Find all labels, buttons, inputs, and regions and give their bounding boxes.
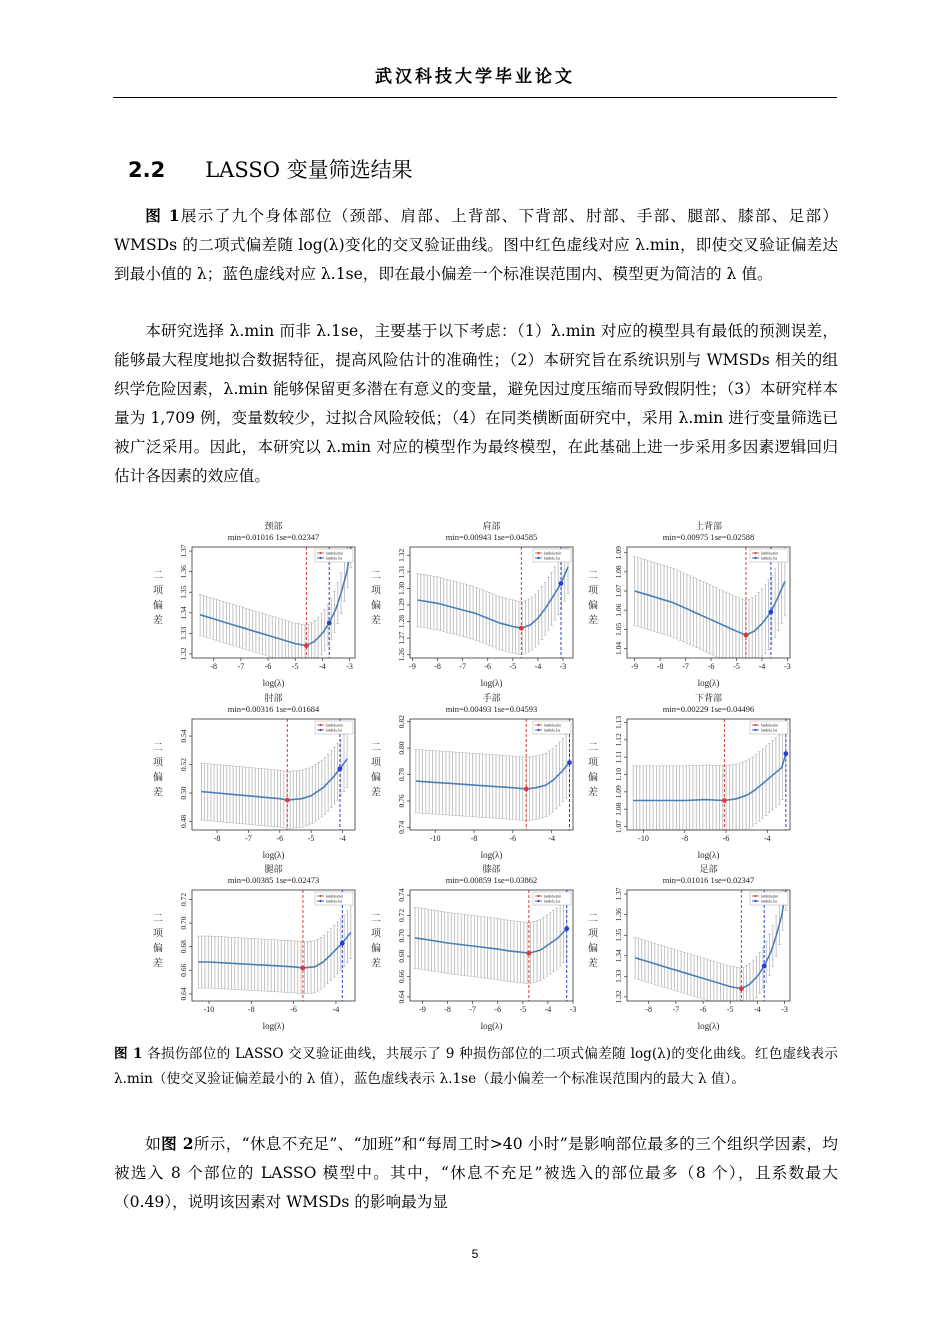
lambda-min-point (722, 798, 727, 803)
y-tick-label: 1.12 (614, 733, 623, 747)
chart-legend (315, 549, 353, 562)
y-tick-label: 1.09 (614, 546, 623, 560)
y-tick-label: 1.31 (397, 565, 406, 579)
y-tick-label: 1.26 (397, 648, 406, 662)
y-tick-label: 1.13 (614, 715, 623, 730)
cv-chart-svg (368, 692, 578, 862)
y-axis-label-char: 偏 (371, 943, 381, 955)
y-tick-label: 1.10 (614, 767, 623, 782)
x-tick-label: -8 (645, 1005, 653, 1014)
lambda-min-point (526, 951, 531, 956)
y-axis-label (153, 571, 164, 627)
y-tick-label: 0.66 (397, 969, 406, 984)
chart-title: 肘部 (264, 693, 283, 703)
paragraph-3 (114, 1129, 838, 1217)
chart-legend (315, 721, 353, 734)
y-tick-label: 1.32 (614, 990, 623, 1004)
y-axis-label-char: 项 (153, 585, 163, 597)
y-tick-label: 1.34 (179, 606, 188, 620)
x-tick-label: -8 (434, 662, 441, 671)
x-tick-label: -5 (519, 1005, 527, 1014)
lambda-1se-point (762, 964, 767, 969)
y-axis-label-char: 项 (371, 585, 381, 597)
legend-dot (754, 729, 756, 731)
legend-label: lambda.min (544, 723, 562, 728)
legend-label: lambda.1se (761, 556, 778, 561)
y-axis-label (371, 571, 382, 627)
y-tick-label: 0.74 (397, 820, 406, 834)
y-axis-label-char: 项 (371, 928, 381, 940)
y-tick-label: 1.07 (614, 584, 623, 598)
x-tick-label: -3 (781, 1005, 788, 1014)
legend-dot (754, 900, 756, 902)
y-axis-label-char: 差 (588, 958, 598, 970)
x-tick-label: -9 (409, 662, 416, 671)
legend-dot (319, 552, 321, 554)
x-tick-label: -6 (494, 1005, 502, 1014)
y-tick-label: 1.28 (397, 614, 406, 629)
legend-label: lambda.1se (326, 556, 343, 561)
y-tick-label: 0.64 (397, 990, 406, 1004)
paragraph-2-text: 本研究选择 λ.min 而非 λ.1se，主要基于以下考虑：（1）λ.min 对应的模型具有最低的预测误差，能够最大程度地拟合数据特征，提高风险估计的准确性；（2）本研究旨在系统识别与 WMSDs 相关的组织学危险因素，λ.min 能够保留更多潜在有意义的变量，避免因过度压缩而导致假阴性；（3）本研究样本量为 1,709 例，变量数较少，过拟合风险较低；（4）在同类横断面研究中，采用 λ.min 进行变量筛选已被广泛采用。因此，本研究以 λ.min 对应的模型作为最终模型，在此基础上进一步采用多因素逻辑回归估计各因素的效应值。 (114, 322, 838, 485)
y-axis-label-char: 差 (153, 787, 163, 799)
lambda-min-point (285, 798, 290, 803)
y-axis-label-char: 项 (371, 757, 381, 769)
figure-caption (114, 1042, 838, 1092)
y-tick-label: 0.74 (397, 888, 406, 902)
legend-label: lambda.1se (544, 728, 561, 733)
y-axis-label-char: 二 (153, 570, 163, 582)
cv-chart-svg (368, 863, 578, 1033)
paragraph-3-lead: 如 (145, 1135, 162, 1153)
legend-label: lambda.min (761, 723, 779, 728)
legend-label: lambda.min (544, 551, 562, 556)
section-number: 2.2 (128, 158, 166, 182)
x-tick-label: -10 (638, 834, 649, 843)
legend-label: lambda.min (326, 723, 344, 728)
chart-subtitle: min=0.00859 1se=0.03862 (445, 875, 538, 885)
y-tick-label: 1.37 (179, 544, 188, 558)
figure-ref-2: 图 2 (161, 1134, 194, 1153)
error-bars (197, 907, 352, 994)
cv-chart-svg (150, 520, 360, 690)
x-tick-label: -9 (631, 662, 638, 671)
y-tick-label: 1.07 (614, 819, 623, 834)
x-tick-label: -8 (681, 834, 689, 843)
y-tick-label: 0.82 (397, 715, 406, 729)
lambda-1se-point (567, 760, 572, 765)
x-axis-label: log(λ) (697, 678, 720, 688)
caption-text: 各损伤部位的 LASSO 交叉验证曲线，共展示了 9 种损伤部位的二项式偏差随 log(λ)的变化曲线。红色虚线表示 λ.min（使交叉验证偏差最小的 λ 值），蓝色虚线表示 λ.1se（最小偏差一个标准误范围内的最大 λ 值）。 (114, 1046, 838, 1087)
plot-frame (627, 719, 790, 830)
y-axis-label (153, 743, 164, 799)
y-tick-label: 0.70 (397, 929, 406, 943)
error-bars (416, 547, 569, 654)
legend-label: lambda.min (326, 894, 344, 899)
y-tick-label: 0.68 (397, 949, 406, 963)
x-tick-label: -4 (754, 1005, 761, 1014)
y-tick-label: 1.33 (179, 626, 188, 640)
x-axis-label: log(λ) (262, 678, 285, 688)
section-title: LASSO 变量筛选结果 (205, 158, 413, 182)
y-tick-label: 0.66 (179, 963, 188, 977)
y-tick-label: 1.30 (397, 581, 406, 595)
x-axis-label: log(λ) (480, 1021, 503, 1031)
figure-ref: 图 1 (145, 206, 180, 225)
error-bars (632, 719, 788, 830)
y-tick-label: 1.08 (614, 802, 623, 816)
x-axis-label: log(λ) (697, 850, 720, 860)
x-tick-label: -6 (722, 834, 730, 843)
lambda-1se-point (783, 751, 788, 756)
y-tick-label: 1.36 (614, 908, 623, 922)
x-tick-label: -4 (332, 1005, 340, 1014)
plot-frame (192, 719, 355, 830)
legend-dot (537, 895, 539, 897)
x-tick-label: -7 (245, 834, 252, 843)
lambda-1se-point (327, 621, 332, 626)
x-tick-label: -5 (733, 662, 740, 671)
x-tick-label: -8 (210, 662, 218, 671)
chart-title: 肩部 (482, 521, 501, 531)
x-tick-label: -8 (470, 834, 478, 843)
y-axis-label-char: 二 (153, 742, 163, 754)
y-axis-label (588, 571, 599, 627)
y-axis-label-char: 差 (588, 615, 598, 627)
cv-panel (150, 692, 360, 862)
figure-1 (150, 520, 800, 1035)
y-tick-label: 1.36 (179, 565, 188, 579)
x-tick-label: -7 (682, 662, 689, 671)
x-tick-label: -7 (469, 1005, 477, 1014)
chart-title: 膝部 (482, 864, 501, 874)
y-axis-label-char: 偏 (371, 772, 381, 784)
x-tick-label: -4 (763, 834, 771, 843)
y-tick-label: 1.35 (614, 928, 623, 942)
y-axis-label-char: 项 (588, 757, 598, 769)
chart-legend (533, 721, 571, 734)
legend-dot (319, 900, 321, 902)
chart-legend (533, 549, 571, 562)
chart-subtitle: min=0.00493 1se=0.04593 (445, 704, 538, 714)
y-tick-label: 1.06 (614, 603, 623, 617)
y-axis-label-char: 偏 (153, 943, 163, 955)
x-tick-label: -4 (544, 1005, 552, 1014)
y-axis-label-char: 差 (153, 615, 163, 627)
chart-subtitle: min=0.00943 1se=0.04585 (445, 532, 538, 542)
chart-subtitle: min=0.00385 1se=0.02473 (227, 875, 320, 885)
y-axis-label-char: 项 (588, 585, 598, 597)
x-axis-label: log(λ) (262, 1021, 285, 1031)
legend-label: lambda.1se (761, 728, 778, 733)
y-axis-label-char: 项 (588, 928, 598, 940)
chart-title: 下背部 (694, 693, 723, 703)
y-tick-label: 0.54 (179, 729, 188, 743)
y-axis-label-char: 偏 (153, 772, 163, 784)
legend-dot (319, 729, 321, 731)
y-tick-label: 1.34 (614, 949, 623, 963)
y-tick-label: 0.52 (179, 757, 188, 772)
cv-chart-svg (585, 692, 795, 862)
y-tick-label: 0.64 (179, 987, 188, 1001)
x-tick-label: -3 (346, 662, 353, 671)
cv-chart-svg (150, 863, 360, 1033)
x-tick-label: -4 (548, 834, 555, 843)
y-axis-label-char: 偏 (153, 600, 163, 612)
chart-legend (750, 549, 788, 562)
cv-panel (150, 520, 360, 690)
x-tick-label: -8 (656, 662, 664, 671)
chart-title: 上背部 (694, 521, 723, 531)
y-axis-label-char: 差 (371, 958, 381, 970)
legend-label: lambda.1se (544, 556, 561, 561)
x-tick-label: -5 (509, 662, 517, 671)
paragraph-3-text: 所示，“休息不充足”、“加班”和“每周工时>40 小时”是影响部位最多的三个组织学因素，均被选入 8 个部位的 LASSO 模型中。其中，“休息不充足”被选入的部位最多（8 个），且系数最大（0.49），说明该因素对 WMSDs 的影响最为显 (114, 1135, 838, 1211)
chart-title: 腿部 (264, 864, 283, 874)
lambda-1se-point (559, 581, 564, 586)
y-tick-label: 0.68 (179, 940, 188, 954)
y-axis-label-char: 二 (153, 913, 163, 925)
cv-chart-svg (585, 520, 795, 690)
y-axis-label-char: 偏 (588, 600, 598, 612)
x-tick-label: -10 (203, 1005, 215, 1014)
chart-subtitle: min=0.00229 1se=0.04496 (662, 704, 755, 714)
chart-legend (750, 721, 788, 734)
y-tick-label: 0.50 (179, 786, 188, 800)
x-axis-label: log(λ) (480, 850, 503, 860)
x-tick-label: -5 (307, 834, 315, 843)
y-tick-label: 0.48 (179, 814, 188, 829)
y-tick-label: 1.04 (614, 641, 623, 655)
legend-label: lambda.min (544, 894, 562, 899)
x-tick-label: -6 (699, 1005, 707, 1014)
legend-dot (319, 724, 321, 726)
chart-subtitle: min=0.01016 1se=0.02347 (227, 532, 320, 542)
y-axis-label (371, 743, 382, 799)
legend-dot (537, 552, 539, 554)
chart-legend (750, 892, 788, 905)
y-tick-label: 1.32 (397, 548, 406, 562)
legend-dot (537, 900, 539, 902)
lambda-1se-point (340, 941, 345, 946)
x-tick-label: -4 (339, 834, 346, 843)
x-tick-label: -4 (534, 662, 542, 671)
y-tick-label: 1.08 (614, 565, 623, 579)
section-heading (128, 154, 413, 184)
cv-chart-svg (150, 692, 360, 862)
cv-panel (585, 692, 795, 862)
legend-dot (754, 557, 756, 559)
y-axis-label-char: 二 (588, 570, 598, 582)
y-axis-label-char: 偏 (588, 943, 598, 955)
lambda-1se-point (768, 610, 773, 615)
y-axis-label-char: 差 (371, 787, 381, 799)
error-bars (633, 547, 786, 658)
y-tick-label: 1.32 (179, 647, 188, 661)
chart-subtitle: min=0.01016 1se=0.02347 (662, 875, 755, 885)
caption-label: 图 1 (114, 1046, 143, 1062)
x-tick-label: -7 (672, 1005, 680, 1014)
legend-label: lambda.min (761, 894, 779, 899)
lambda-min-point (304, 643, 309, 648)
y-tick-label: 1.11 (614, 750, 623, 764)
y-tick-label: 1.29 (397, 598, 406, 612)
lambda-1se-point (338, 766, 343, 771)
y-tick-label: 0.80 (397, 741, 406, 755)
chart-legend (533, 892, 571, 905)
header-rule (113, 97, 837, 98)
paragraph-1-text: 展示了九个身体部位（颈部、肩部、上背部、下背部、肘部、手部、腿部、膝部、足部）WMSDs 的二项式偏差随 log(λ)变化的交叉验证曲线。图中红色虚线对应 λ.min，即使交叉验证偏差达到最小值的 λ；蓝色虚线对应 λ.1se，即在最小偏差一个标准误范围内、模型更为简洁的 λ 值。 (114, 207, 838, 283)
x-tick-label: -6 (276, 834, 284, 843)
y-tick-label: 0.78 (397, 767, 406, 782)
chart-subtitle: min=0.00316 1se=0.01684 (227, 704, 320, 714)
x-tick-label: -5 (726, 1005, 734, 1014)
y-axis-label-char: 项 (153, 928, 163, 940)
y-axis-label (588, 743, 599, 799)
y-tick-label: 1.05 (614, 622, 623, 636)
y-axis-label-char: 偏 (371, 600, 381, 612)
error-bars (200, 730, 349, 828)
x-axis-label: log(λ) (480, 678, 503, 688)
x-tick-label: -4 (319, 662, 326, 671)
cv-panel (368, 863, 578, 1033)
y-axis-label-char: 二 (588, 913, 598, 925)
y-axis-label-char: 差 (588, 787, 598, 799)
legend-label: lambda.1se (326, 728, 343, 733)
chart-title: 足部 (699, 864, 718, 874)
legend-dot (319, 557, 321, 559)
x-axis-label: log(λ) (697, 1021, 720, 1031)
legend-dot (319, 895, 321, 897)
legend-label: lambda.min (761, 551, 779, 556)
y-axis-label-char: 项 (153, 757, 163, 769)
plot-frame (410, 719, 573, 830)
cv-panel (150, 863, 360, 1033)
y-tick-label: 1.37 (614, 887, 623, 901)
x-tick-label: -8 (213, 834, 221, 843)
x-tick-label: -10 (429, 834, 441, 843)
error-bars (414, 731, 571, 821)
cv-panel (585, 863, 795, 1033)
x-tick-label: -8 (444, 1005, 451, 1014)
x-tick-label: -5 (291, 662, 299, 671)
lambda-1se-point (564, 926, 569, 931)
chart-title: 手部 (482, 693, 501, 703)
y-axis-label-char: 差 (153, 958, 163, 970)
legend-label: lambda.1se (326, 899, 343, 904)
y-tick-label: 0.72 (179, 892, 188, 907)
legend-label: lambda.1se (544, 899, 561, 904)
y-axis-label-char: 偏 (588, 772, 598, 784)
y-tick-label: 0.72 (397, 908, 406, 923)
lambda-min-point (739, 986, 744, 991)
lambda-min-point (519, 626, 524, 631)
legend-dot (537, 724, 539, 726)
y-axis-label-char: 二 (371, 742, 381, 754)
x-tick-label: -6 (509, 834, 517, 843)
cv-chart-svg (368, 520, 578, 690)
legend-label: lambda.min (326, 551, 344, 556)
x-axis-label: log(λ) (262, 850, 285, 860)
legend-dot (754, 895, 756, 897)
x-tick-label: -6 (707, 662, 715, 671)
x-tick-label: -6 (290, 1005, 297, 1014)
cv-chart-svg (585, 863, 795, 1033)
y-axis-label-char: 二 (588, 742, 598, 754)
legend-dot (754, 552, 756, 554)
y-tick-label: 1.27 (397, 631, 406, 645)
lambda-min-point (744, 633, 749, 638)
x-tick-label: -6 (264, 662, 272, 671)
y-axis-label-char: 二 (371, 913, 381, 925)
cv-panel (368, 520, 578, 690)
lambda-min-point (301, 966, 306, 971)
x-tick-label: -3 (559, 662, 567, 671)
x-tick-label: -8 (247, 1005, 255, 1014)
x-tick-label: -7 (237, 662, 245, 671)
cv-panel (585, 520, 795, 690)
legend-dot (537, 729, 539, 731)
chart-legend (315, 892, 353, 905)
x-tick-label: -4 (758, 662, 766, 671)
running-header: 武汉科技大学毕业论文 (375, 67, 575, 87)
y-axis-label-char: 二 (371, 570, 381, 582)
legend-dot (754, 724, 756, 726)
chart-subtitle: min=0.00975 1se=0.02588 (662, 532, 755, 542)
y-axis-label (371, 914, 382, 970)
legend-label: lambda.1se (761, 899, 778, 904)
cv-panel (368, 692, 578, 862)
paragraph-2 (114, 317, 838, 491)
x-tick-label: -6 (484, 662, 492, 671)
y-tick-label: 0.76 (397, 794, 406, 808)
y-tick-label: 1.09 (614, 785, 623, 799)
y-tick-label: 0.70 (179, 916, 188, 930)
x-tick-label: -9 (419, 1005, 426, 1014)
x-tick-label: -3 (784, 662, 791, 671)
legend-dot (537, 557, 539, 559)
lambda-min-point (524, 787, 529, 792)
paragraph-1 (114, 201, 838, 289)
x-tick-label: -7 (459, 662, 466, 671)
x-tick-label: -3 (569, 1005, 577, 1014)
page-number: 5 (471, 1247, 479, 1261)
y-axis-label (588, 914, 599, 970)
chart-title: 颈部 (264, 521, 283, 531)
y-axis-label (153, 914, 164, 970)
y-tick-label: 1.35 (179, 585, 188, 599)
y-axis-label-char: 差 (371, 615, 381, 627)
y-tick-label: 1.33 (614, 969, 623, 983)
